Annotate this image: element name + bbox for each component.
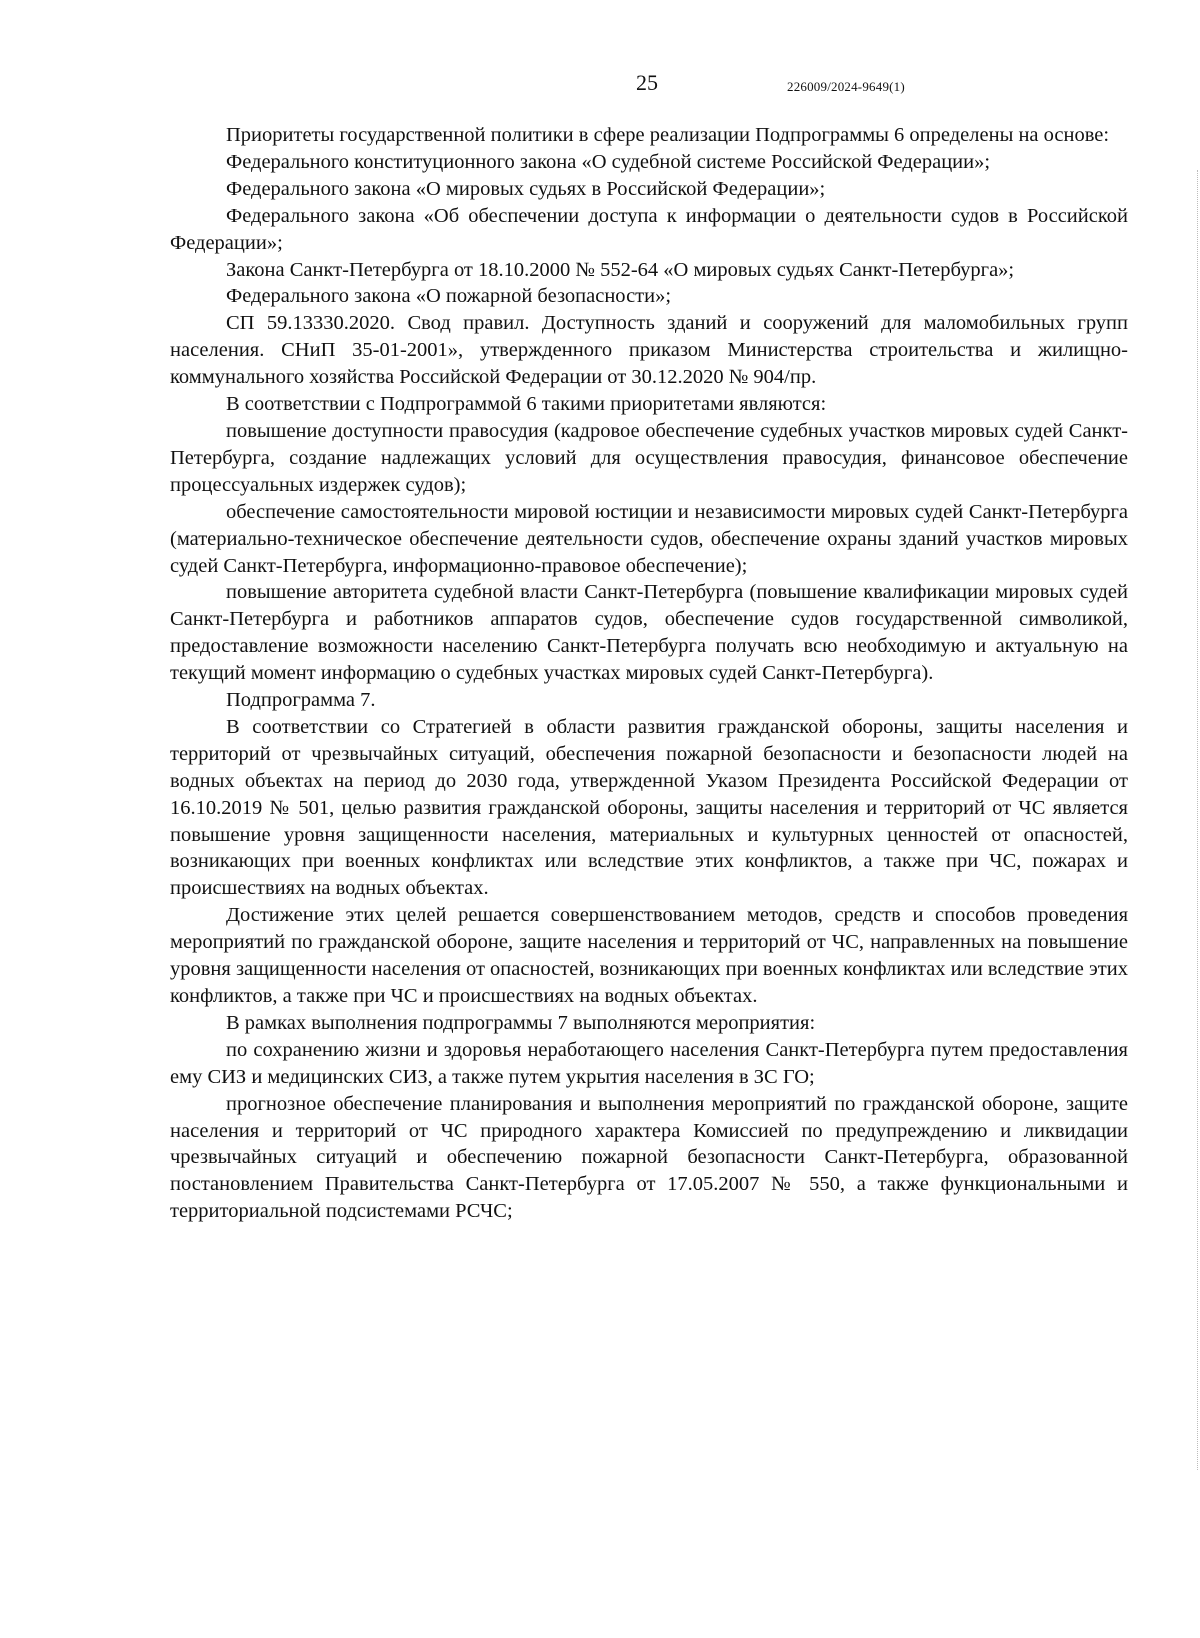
paragraph: по сохранению жизни и здоровья неработающего населения Санкт-Петербурга путем предоставления ему СИЗ и медицинских СИЗ, а также путем укрытия населения в ЗС ГО; xyxy=(170,1038,1128,1088)
paragraph: В соответствии с Подпрограммой 6 такими приоритетами являются: xyxy=(226,393,827,416)
document-id: 226009/2024-9649(1) xyxy=(787,79,905,94)
paragraph: Приоритеты государственной политики в сфере реализации Подпрограммы 6 определены на основе: xyxy=(226,124,1110,146)
paragraph: Федерального закона «О пожарной безопасности»; xyxy=(226,285,672,308)
document-body xyxy=(170,122,1128,1225)
paragraph: Достижение этих целей решается совершенствованием методов, средств и способов проведения мероприятий по гражданской обороне, защите населения и территорий от ЧС, направленных на повышение уровня защищенности населения от опасностей, возникающих при военных конфликтах или вследствие этих конфликтов, а также при ЧС и происшествиях на водных объектах. xyxy=(170,904,1128,1007)
paragraph: Федерального закона «Об обеспечении доступа к информации о деятельности судов в Российской Федерации»; xyxy=(170,204,1128,254)
paragraph: повышение авторитета судебной власти Санкт-Петербурга (повышение квалификации мировых судей Санкт-Петербурга и работников аппаратов судов, обеспечение судов государственной символикой, предоставление возможности населению Санкт-Петербурга получать всю необходимую и актуальную на текущий момент информацию о судебных участках мировых судей Санкт-Петербурга). xyxy=(170,581,1128,685)
paragraph: прогнозное обеспечение планирования и выполнения мероприятий по гражданской обороне, защите населения и территорий от ЧС природного характера Комиссией по предупреждению и ликвидации чрезвычайных ситуаций и обеспечению пожарной безопасности Санкт-Петербурга, образованной постановлением Правительства Санкт-Петербурга от 17.05.2007 № 550, а также функциональными и территориальной подсистемами РСЧС; xyxy=(170,1092,1128,1223)
paragraph: СП 59.13330.2020. Свод правил. Доступность зданий и сооружений для маломобильных групп населения. СНиП 35-01-2001», утвержденного приказом Министерства строительства и жилищно-коммунального хозяйства Российской Федерации от 30.12.2020 № 904/пр. xyxy=(170,312,1128,389)
paragraph: В соответствии со Стратегией в области развития гражданской обороны, защиты населения и территорий от чрезвычайных ситуаций, обеспечения пожарной безопасности и безопасности людей на водных объектах на период до 2030 года, утвержденной Указом Президента Российской Федерации от 16.10.2019 № 501, целью развития гражданской обороны, защиты населения и территорий от ЧС является повышение уровня защищенности населения, материальных и культурных ценностей от опасностей, возникающих при военных конфликтах или вследствие этих конфликтов, а также при ЧС, пожарах и происшествиях на водных объектах. xyxy=(170,715,1128,900)
scan-edge-line xyxy=(1196,170,1198,1470)
paragraph: В рамках выполнения подпрограммы 7 выполняются мероприятия: xyxy=(226,1011,816,1034)
paragraph: Федерального закона «О мировых судьях в Российской Федерации»; xyxy=(226,177,826,200)
page-number: 25 xyxy=(636,70,658,95)
paragraph: Подпрограмма 7. xyxy=(226,689,376,712)
paragraph: Закона Санкт-Петербурга от 18.10.2000 № 552-64 «О мировых судьях Санкт-Петербурга»; xyxy=(226,258,1015,281)
page-header xyxy=(0,70,1200,102)
paragraph: Федерального конституционного закона «О судебной системе Российской Федерации»; xyxy=(226,150,991,173)
paragraph: обеспечение самостоятельности мировой юстиции и независимости мировых судей Санкт-Петербурга (материально-техническое обеспечение деятельности судов, обеспечение охраны зданий участков мировых судей Санкт-Петербурга, информационно-правовое обеспечение); xyxy=(170,500,1128,577)
paragraph: повышение доступности правосудия (кадровое обеспечение судебных участков мировых судей Санкт-Петербурга, создание надлежащих условий для осуществления правосудия, финансовое обеспечение процессуальных издержек судов); xyxy=(170,419,1128,496)
